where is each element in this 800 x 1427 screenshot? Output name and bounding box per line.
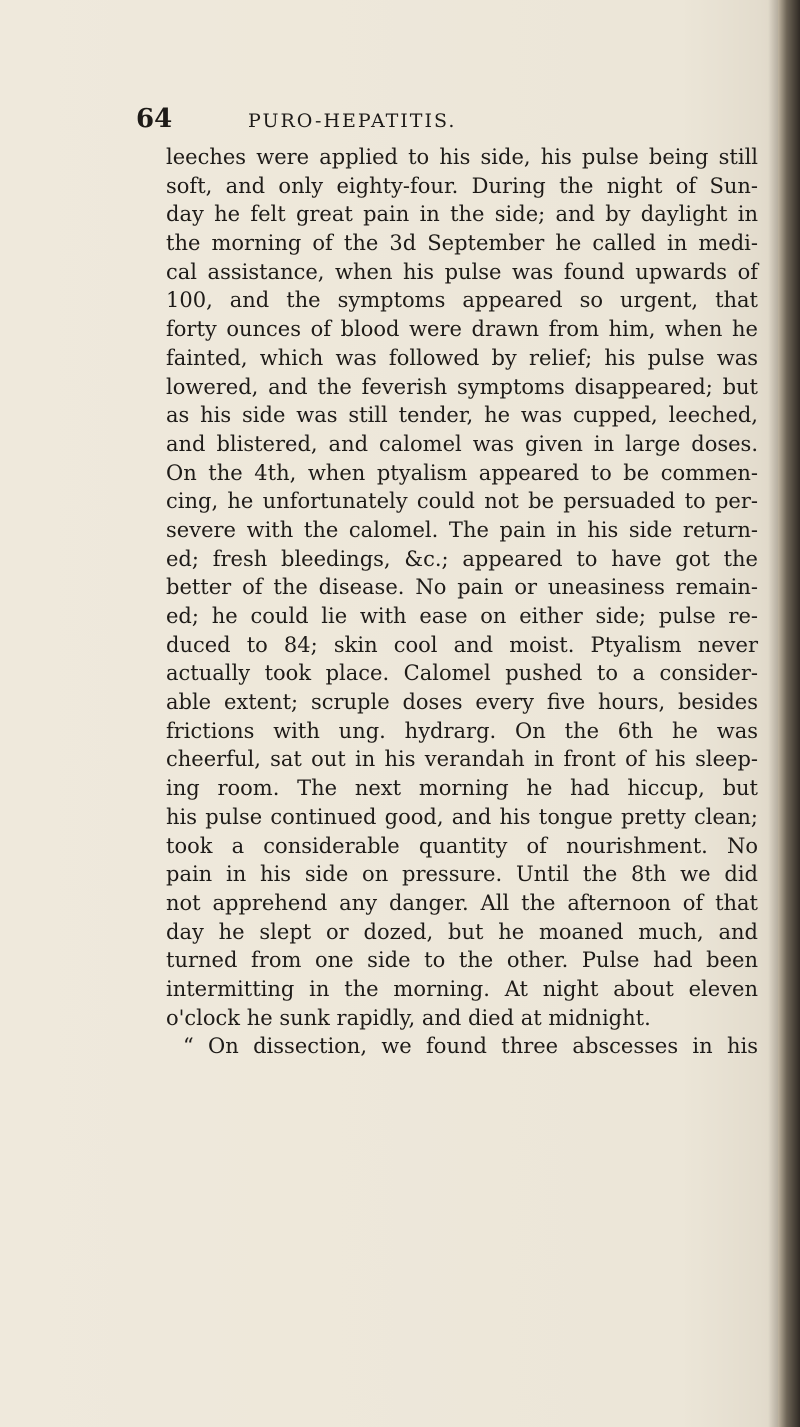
text-line: cal assistance, when his pulse was found upwards of (166, 259, 758, 284)
text-line: better of the disease. No pain or uneasiness remain- (166, 575, 758, 600)
text-line: leeches were applied to his side, his pulse being still (166, 145, 758, 169)
text-line: soft, and only eighty-four. During the night of Sun- (166, 173, 758, 198)
text-line: forty ounces of blood were drawn from him, when he (166, 317, 758, 342)
text-line: fainted, which was followed by relief; his pulse was (166, 345, 758, 370)
text-line: ing room. The next morning he had hiccup, but (166, 776, 758, 801)
text-line: actually took place. Calomel pushed to a consider- (166, 661, 758, 686)
text-line: frictions with ung. hydrarg. On the 6th he was (166, 718, 758, 743)
text-line: took a considerable quantity of nourishment. No (166, 833, 758, 858)
text-line: 100, and the symptoms appeared so urgent, that (166, 288, 758, 313)
book-spine-edge (778, 0, 800, 1427)
text-line: intermitting in the morning. At night about eleven (166, 976, 758, 1001)
text-line: severe with the calomel. The pain in his side return- (166, 517, 758, 542)
text-line: his pulse continued good, and his tongue pretty clean; (166, 804, 758, 829)
text-line: ed; he could lie with ease on either side; pulse re- (166, 604, 758, 628)
text-line: ed; fresh bleedings, &c.; appeared to have got the (166, 546, 758, 571)
text-line: turned from one side to the other. Pulse had been (166, 948, 758, 973)
running-title: PURO-HEPATITIS. (248, 110, 457, 132)
text-line: not apprehend any danger. All the afternoon of that (166, 890, 758, 915)
text-line: lowered, and the feverish symptoms disappeared; but (166, 374, 758, 399)
text-line: cheerful, sat out in his verandah in front of his sleep- (166, 747, 758, 772)
page-number: 64 (136, 104, 173, 134)
text-line: day he felt great pain in the side; and by daylight in (166, 202, 758, 227)
text-line: cing, he unfortunately could not be persuaded to per- (166, 489, 758, 514)
text-line: the morning of the 3d September he called in medi- (166, 231, 758, 256)
text-line: day he slept or dozed, but he moaned much, and (166, 919, 758, 944)
text-line: “ On dissection, we found three abscesses in his (183, 1034, 758, 1059)
text-line: pain in his side on pressure. Until the 8th we did (166, 862, 758, 887)
text-line: o'clock he sunk rapidly, and died at midnight. (166, 1005, 651, 1030)
body-text (166, 143, 758, 1061)
text-line: as his side was still tender, he was cupped, leeched, (166, 403, 758, 428)
page-gutter-shadow (768, 0, 778, 1427)
text-line: On the 4th, when ptyalism appeared to be commen- (166, 460, 758, 485)
text-line: and blistered, and calomel was given in large doses. (166, 431, 758, 456)
text-line: able extent; scruple doses every five hours, besides (166, 690, 758, 715)
text-line: duced to 84; skin cool and moist. Ptyalism never (166, 632, 758, 657)
